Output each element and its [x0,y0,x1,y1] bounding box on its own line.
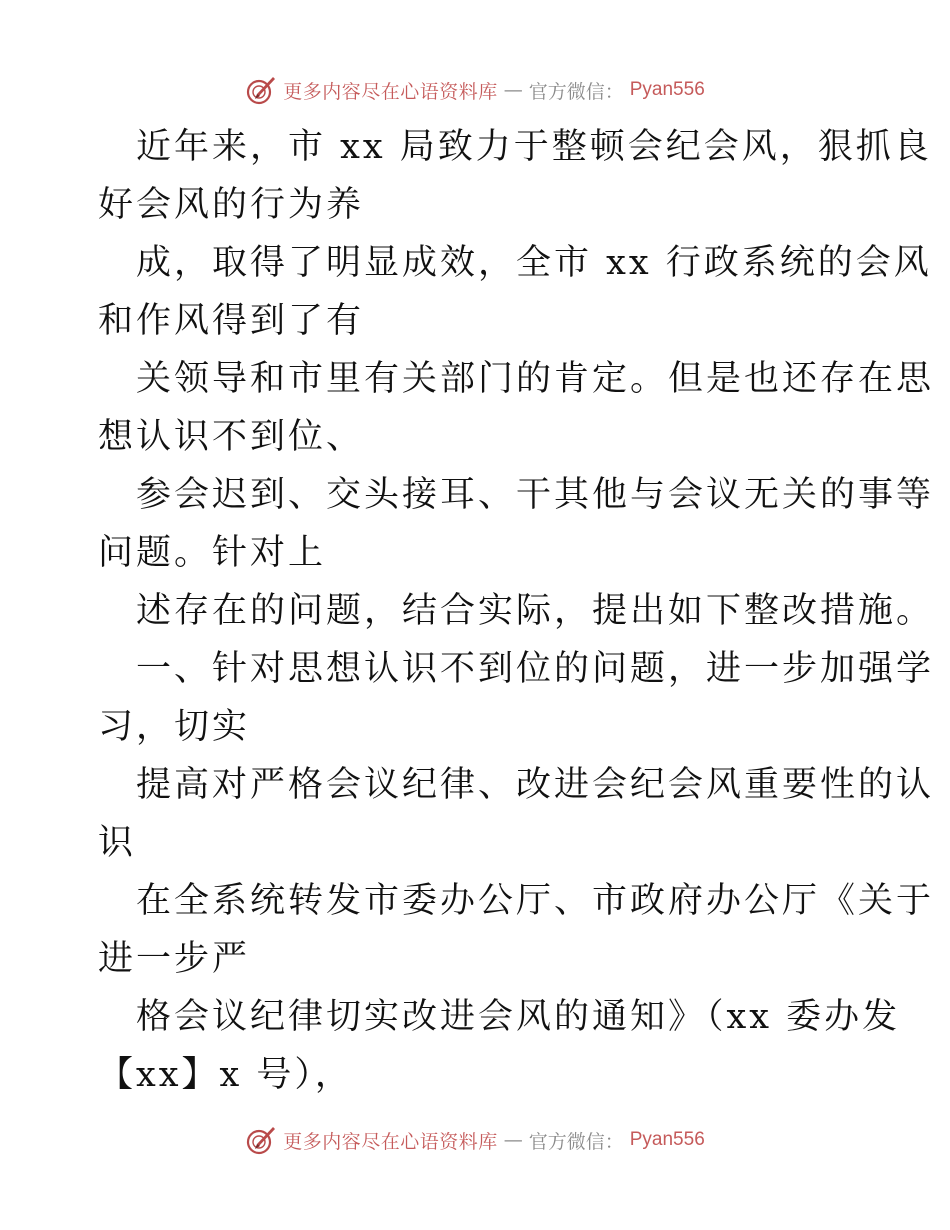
quill-pen-logo-icon [245,74,277,106]
body-line: 一、针对思想认识不到位的问题，进一步加强学 [136,649,935,689]
body-line: 关领导和市里有关部门的肯定。但是也还存在思 [136,359,935,399]
banner-text: 更多内容尽在心语资料库 [283,80,498,103]
banner-separator: — [503,1129,523,1151]
body-line: 识 [98,823,137,863]
banner-label: 官方微信： [528,1130,624,1153]
banner-label: 官方微信： [528,80,624,103]
quill-pen-logo-icon [245,1124,277,1156]
document-body [98,118,935,1104]
header-watermark-banner [0,70,950,110]
body-line: 习，切实 [98,707,251,747]
banner-separator: — [503,79,523,101]
body-line: 问题。针对上 [98,533,327,573]
body-line: 【xx】x 号）， [98,1055,353,1095]
body-line: 参会迟到、交头接耳、干其他与会议无关的事等 [136,475,935,515]
banner-wechat-id: Pyan556 [629,79,705,100]
body-line: 在全系统转发市委办公厅、市政府办公厅《关于 [136,881,935,921]
banner-text: 更多内容尽在心语资料库 [283,1130,498,1153]
body-line: 和作风得到了有 [98,301,365,341]
banner-wechat-id: Pyan556 [629,1129,705,1150]
body-line: 述存在的问题，结合实际，提出如下整改措施。 [136,591,935,631]
body-line: 好会风的行为养 [98,185,365,225]
body-line: 成，取得了明显成效，全市 xx 行政系统的会风 [136,243,932,283]
body-line: 近年来，市 xx 局致力于整顿会纪会风，狠抓良 [136,127,932,167]
footer-watermark-banner [0,1120,950,1160]
body-line: 格会议纪律切实改进会风的通知》（xx 委办发 [136,997,901,1037]
body-line: 提高对严格会议纪律、改进会纪会风重要性的认 [136,765,935,805]
body-line: 进一步严 [98,939,251,979]
body-line: 想认识不到位、 [98,417,365,457]
